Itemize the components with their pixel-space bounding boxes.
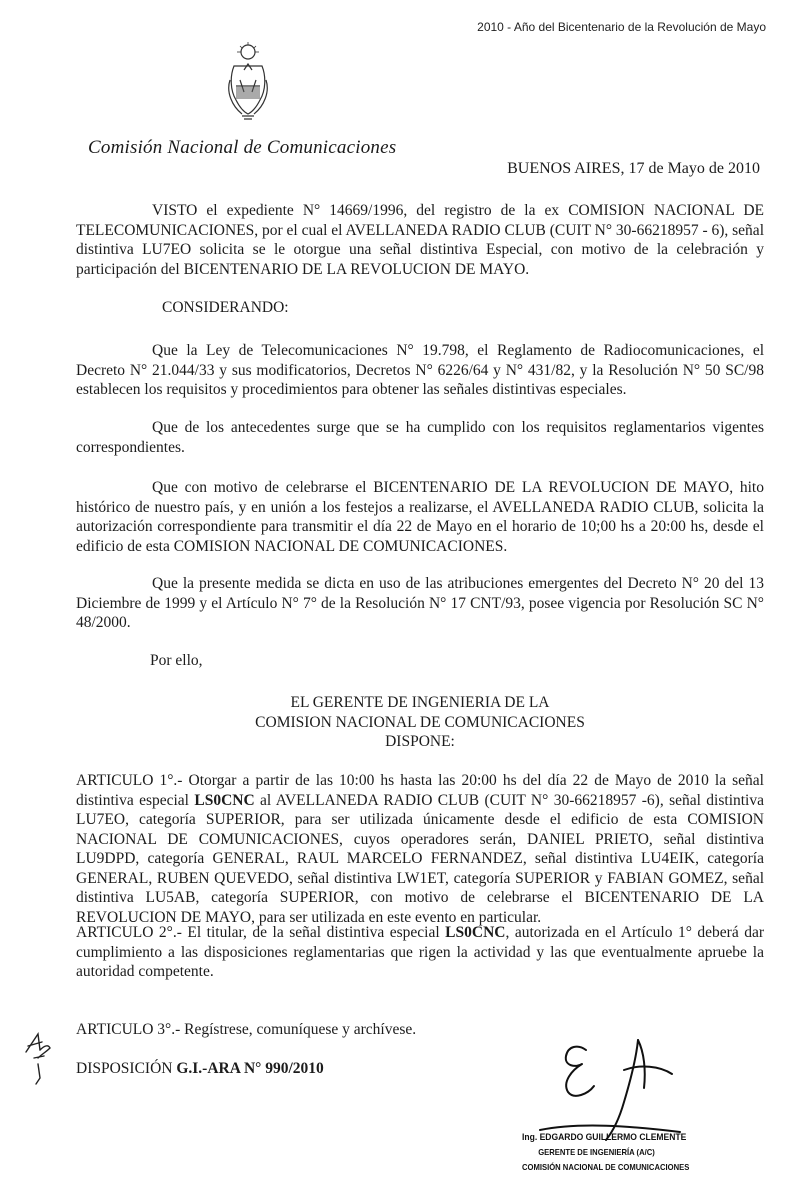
disposicion-number: G.I.-ARA N° 990/2010 [176, 1060, 324, 1077]
national-seal-icon [226, 40, 270, 122]
considerando-text: Que con motivo de celebrarse el BICENTENARIO DE LA REVOLUCION DE MAYO, hito histórico de nuestro país, y en unión a los festejos a realizarse, el AVELLANEDA RADIO CLUB, solicita la autorización correspondiente para transmitir el día 22 de Mayo en el horario de 10;00 hs a 20:00 hs, desde el edificio de esta COMISION NACIONAL DE COMUNICACIONES. [76, 479, 764, 555]
articulo-1 [76, 771, 764, 927]
gerente-heading [76, 693, 764, 752]
signer-org: COMISIÓN NACIONAL DE COMUNICACIONES [522, 1162, 690, 1172]
considerando-paragraph [76, 341, 764, 400]
articulo-1-text: ARTICULO 1°.- Otorgar a partir de las 10:00 hs hasta las 20:00 hs del día 22 de Mayo de 2010 la señal distintiva especial [76, 772, 764, 809]
callsign: LS0CNC [194, 791, 255, 809]
considerando-paragraph [76, 574, 764, 633]
signer-title: GERENTE DE INGENIERÍA (A/C) [538, 1147, 655, 1157]
handwritten-initials [20, 1028, 60, 1088]
por-ello: Por ello, [150, 652, 203, 669]
considerando-title: CONSIDERANDO: [162, 299, 289, 316]
considerando-text: Que de los antecedentes surge que se ha cumplido con los requisitos reglamentarios vigentes correspondientes. [76, 419, 764, 456]
dispone-line: DISPONE: [385, 733, 455, 750]
gerente-line: COMISION NACIONAL DE COMUNICACIONES [255, 713, 585, 731]
callsign: LS0CNC [445, 924, 506, 941]
articulo-2-text: ARTICULO 2°.- El titular, de la señal distintiva especial [76, 924, 446, 941]
date-line: BUENOS AIRES, 17 de Mayo de 2010 [507, 160, 760, 177]
considerando-text: Que la presente medida se dicta en uso de las atribuciones emergentes del Decreto N° 20 del 13 Diciembre de 1999 y el Artículo N° 7° de la Resolución N° 17 CNT/93, posee vigencia por Resolución SC N° 48/2000. [76, 575, 764, 631]
considerando-text: Que la Ley de Telecomunicaciones N° 19.798, el Reglamento de Radiocomunicaciones, el Decreto N° 21.044/33 y sus modificatorios, Decretos N° 6226/64 y N° 431/82, y la Resolución N° 50 SC/98 establecen los requisitos y procedimientos para obtener las señales distintivas especiales. [76, 342, 764, 398]
gerente-line: EL GERENTE DE INGENIERIA DE LA [290, 694, 550, 711]
articulo-3: ARTICULO 3°.- Regístrese, comuníquese y archívese. [76, 1021, 417, 1038]
org-name: Comisión Nacional de Comunicaciones [88, 137, 397, 158]
articulo-2-text: , autorizada en el Artículo 1° deberá dar cumplimiento a las disposiciones reglamentarias que rigen la actividad y las que eventualmente apruebe la autoridad competente. [76, 924, 764, 980]
considerando-paragraph [76, 418, 764, 457]
articulo-2 [76, 923, 764, 982]
visto-text: VISTO el expediente N° 14669/1996, del registro de la ex COMISION NACIONAL DE TELECOMUNICACIONES, por el cual el AVELLANEDA RADIO CLUB (CUIT N° 30-66218957 - 6), señal distintiva LU7EO solicita se le otorgue una señal distintiva Especial, con motivo de la celebración y participación del BICENTENARIO DE LA REVOLUCION DE MAYO. [76, 202, 764, 278]
articulo-1-text: al AVELLANEDA RADIO CLUB (CUIT N° 30-66218957 -6), señal distintiva LU7EO, categoría SUPERIOR, para ser utilizada únicamente desde el edificio de esta COMISION NACIONAL DE COMUNICACIONES, cuyos operadores serán, DANIEL PRIETO, señal distintiva LU9DPD, categoría GENERAL, RAUL MARCELO FERNANDEZ, señal distintiva LU4EIK, categoría GENERAL, RUBEN QUEVEDO, señal distintiva LW1ET, categoría SUPERIOR y FABIAN GOMEZ, señal distintiva LU5AB, categoría SUPERIOR, con motivo de celebrarse el BICENTENARIO DE LA REVOLUCION DE MAYO, para ser utilizada en este evento en particular. [76, 791, 764, 926]
visto-paragraph [76, 201, 764, 279]
signature-block [522, 1130, 689, 1175]
disposicion-label: DISPOSICIÓN [76, 1060, 177, 1077]
considerando-paragraph [76, 478, 764, 556]
header-motto: 2010 - Año del Bicentenario de la Revolución de Mayo [477, 20, 766, 34]
signer-name: Ing. EDGARDO GUILLERMO CLEMENTE [522, 1132, 687, 1143]
